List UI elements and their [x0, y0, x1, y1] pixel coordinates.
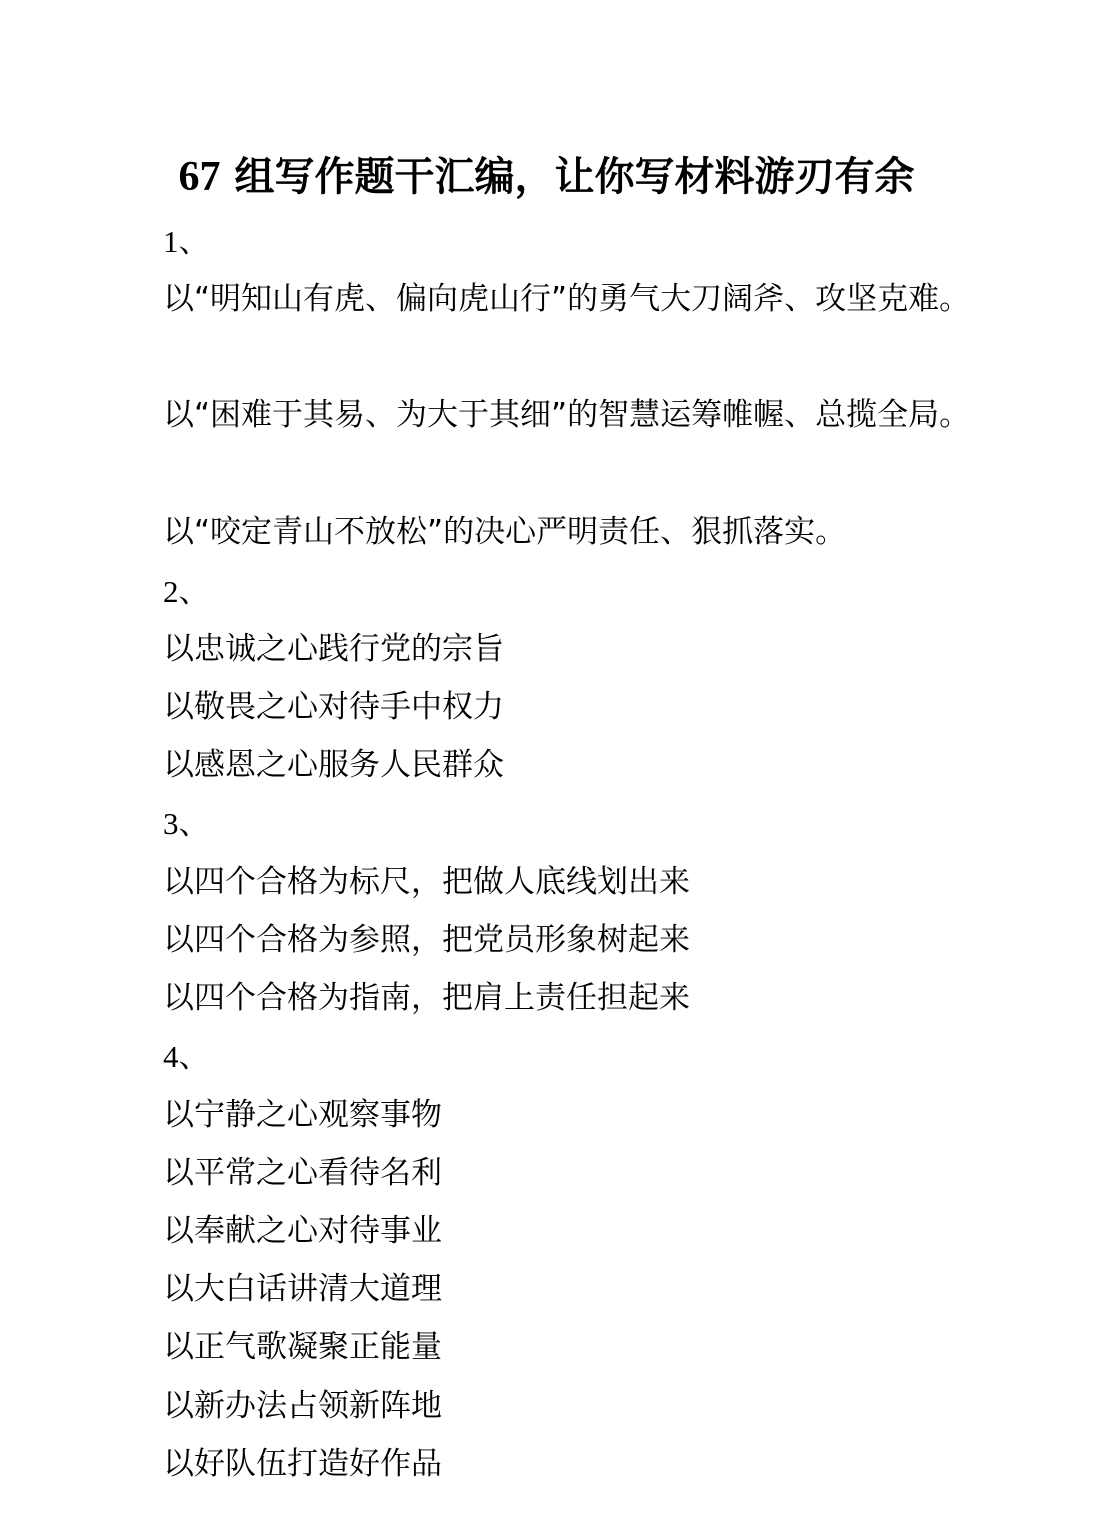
list-item: 以奉献之心对待事业: [163, 1213, 442, 1249]
paragraph: 以“明知山有虎、偏向虎山行”的勇气大刀阔斧、攻坚克难。: [163, 281, 971, 317]
list-item: 以平常之心看待名利: [163, 1155, 442, 1191]
list-item: 以感恩之心服务人民群众: [163, 747, 504, 783]
list-item: 以忠诚之心践行党的宗旨: [163, 631, 504, 667]
title-text: 组写作题干汇编，让你写材料游刃有余: [234, 154, 915, 200]
section-number: 2、: [163, 574, 210, 609]
list-item: 以正气歌凝聚正能量: [163, 1329, 442, 1365]
list-item: 以好队伍打造好作品: [163, 1446, 442, 1482]
section-number: 1、: [163, 224, 210, 259]
list-item: 以大白话讲清大道理: [163, 1271, 442, 1307]
section-number: 4、: [163, 1039, 210, 1074]
paragraph: 以“咬定青山不放松”的决心严明责任、狠抓落实。: [163, 514, 847, 550]
list-item: 以敬畏之心对待手中权力: [163, 689, 504, 725]
section-number: 3、: [163, 806, 210, 841]
title-number: 67: [178, 154, 221, 200]
list-item: 以宁静之心观察事物: [163, 1097, 442, 1133]
document-title: [0, 148, 1093, 206]
list-item: 以四个合格为标尺，把做人底线划出来: [163, 864, 690, 900]
list-item: 以四个合格为指南，把肩上责任担起来: [163, 980, 690, 1016]
list-item: 以新办法占领新阵地: [163, 1388, 442, 1424]
list-item: 以四个合格为参照，把党员形象树起来: [163, 922, 690, 958]
paragraph: 以“困难于其易、为大于其细”的智慧运筹帷幄、总揽全局。: [163, 397, 971, 433]
